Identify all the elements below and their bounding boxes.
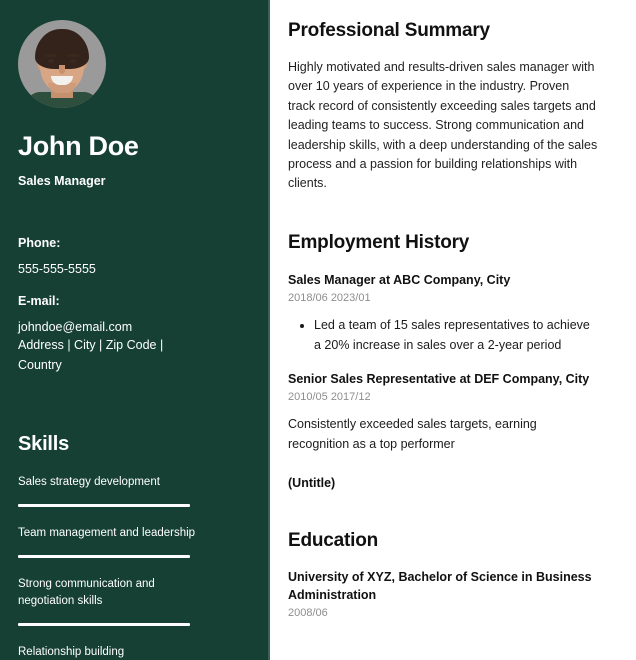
job-role: Sales Manager at ABC Company, City bbox=[288, 272, 511, 287]
avatar-eye-right bbox=[70, 59, 76, 63]
employment-heading: Employment History bbox=[288, 231, 470, 253]
job-dates: 2010/05 2017/12 bbox=[288, 391, 371, 404]
education-degree: University of XYZ, Bachelor of Science in Business Administration bbox=[288, 570, 592, 603]
candidate-job-title: Sales Manager bbox=[18, 173, 106, 188]
job-bullet: • Led a team of 15 sales representatives to achieve a 20% increase in sales over a 2-year period bbox=[314, 316, 598, 355]
avatar bbox=[18, 20, 106, 108]
email-value: johndoe@email.com bbox=[18, 320, 133, 335]
section-education bbox=[288, 530, 598, 619]
skill-label: Sales strategy development bbox=[18, 475, 160, 488]
job-entry bbox=[288, 371, 598, 454]
phone-value: 555-555-5555 bbox=[18, 261, 96, 276]
avatar-eye-left bbox=[48, 59, 54, 63]
skills-block bbox=[0, 375, 270, 660]
avatar-wrap bbox=[0, 0, 270, 108]
summary-text: Highly motivated and results-driven sales manager with over 10 years of experience in the industry. Proven track record of consistently exceeding sales targets and leading teams to success. Strong communication and leadership skills, with a deep understanding of the sales process and a passion for building relationships with clients. bbox=[288, 60, 598, 191]
skill-level-bar bbox=[18, 555, 190, 558]
contact-block bbox=[0, 188, 270, 375]
skill-item bbox=[18, 525, 218, 558]
skill-level-bar bbox=[18, 623, 190, 626]
main-content bbox=[270, 0, 636, 660]
job-entry bbox=[288, 272, 598, 355]
sidebar-edge bbox=[268, 0, 270, 660]
section-professional-summary bbox=[288, 20, 598, 194]
education-entry bbox=[288, 568, 598, 619]
avatar-brow-left bbox=[45, 54, 57, 57]
job-role: Senior Sales Representative at DEF Company, City bbox=[288, 371, 590, 386]
job-dates: 2018/06 2023/01 bbox=[288, 292, 371, 305]
candidate-name: John Doe bbox=[18, 131, 139, 161]
email-label: E-mail: bbox=[18, 293, 60, 308]
avatar-brow-right bbox=[67, 54, 79, 57]
address-value: Address | City | Zip Code | Country bbox=[18, 338, 164, 372]
education-heading: Education bbox=[288, 530, 379, 552]
sidebar bbox=[0, 0, 270, 660]
summary-heading: Professional Summary bbox=[288, 20, 490, 41]
job-entry-untitled: (Untitle) bbox=[288, 476, 336, 491]
job-description: Consistently exceeded sales targets, earning recognition as a top performer bbox=[288, 417, 537, 451]
skill-label: Relationship building bbox=[18, 646, 125, 659]
skill-item bbox=[18, 644, 218, 660]
phone-label: Phone: bbox=[18, 235, 61, 250]
skill-label: Team management and leadership bbox=[18, 526, 196, 539]
education-date: 2008/06 bbox=[288, 607, 328, 620]
avatar-hair bbox=[35, 29, 89, 69]
skill-item bbox=[18, 474, 218, 507]
skill-item bbox=[18, 576, 218, 627]
skill-label: Strong communication and negotiation skills bbox=[18, 577, 155, 608]
avatar-nose bbox=[59, 65, 65, 74]
job-bullet-list bbox=[288, 316, 598, 355]
skills-heading: Skills bbox=[18, 432, 70, 455]
skill-level-bar bbox=[18, 504, 190, 507]
section-employment-history bbox=[288, 232, 598, 491]
